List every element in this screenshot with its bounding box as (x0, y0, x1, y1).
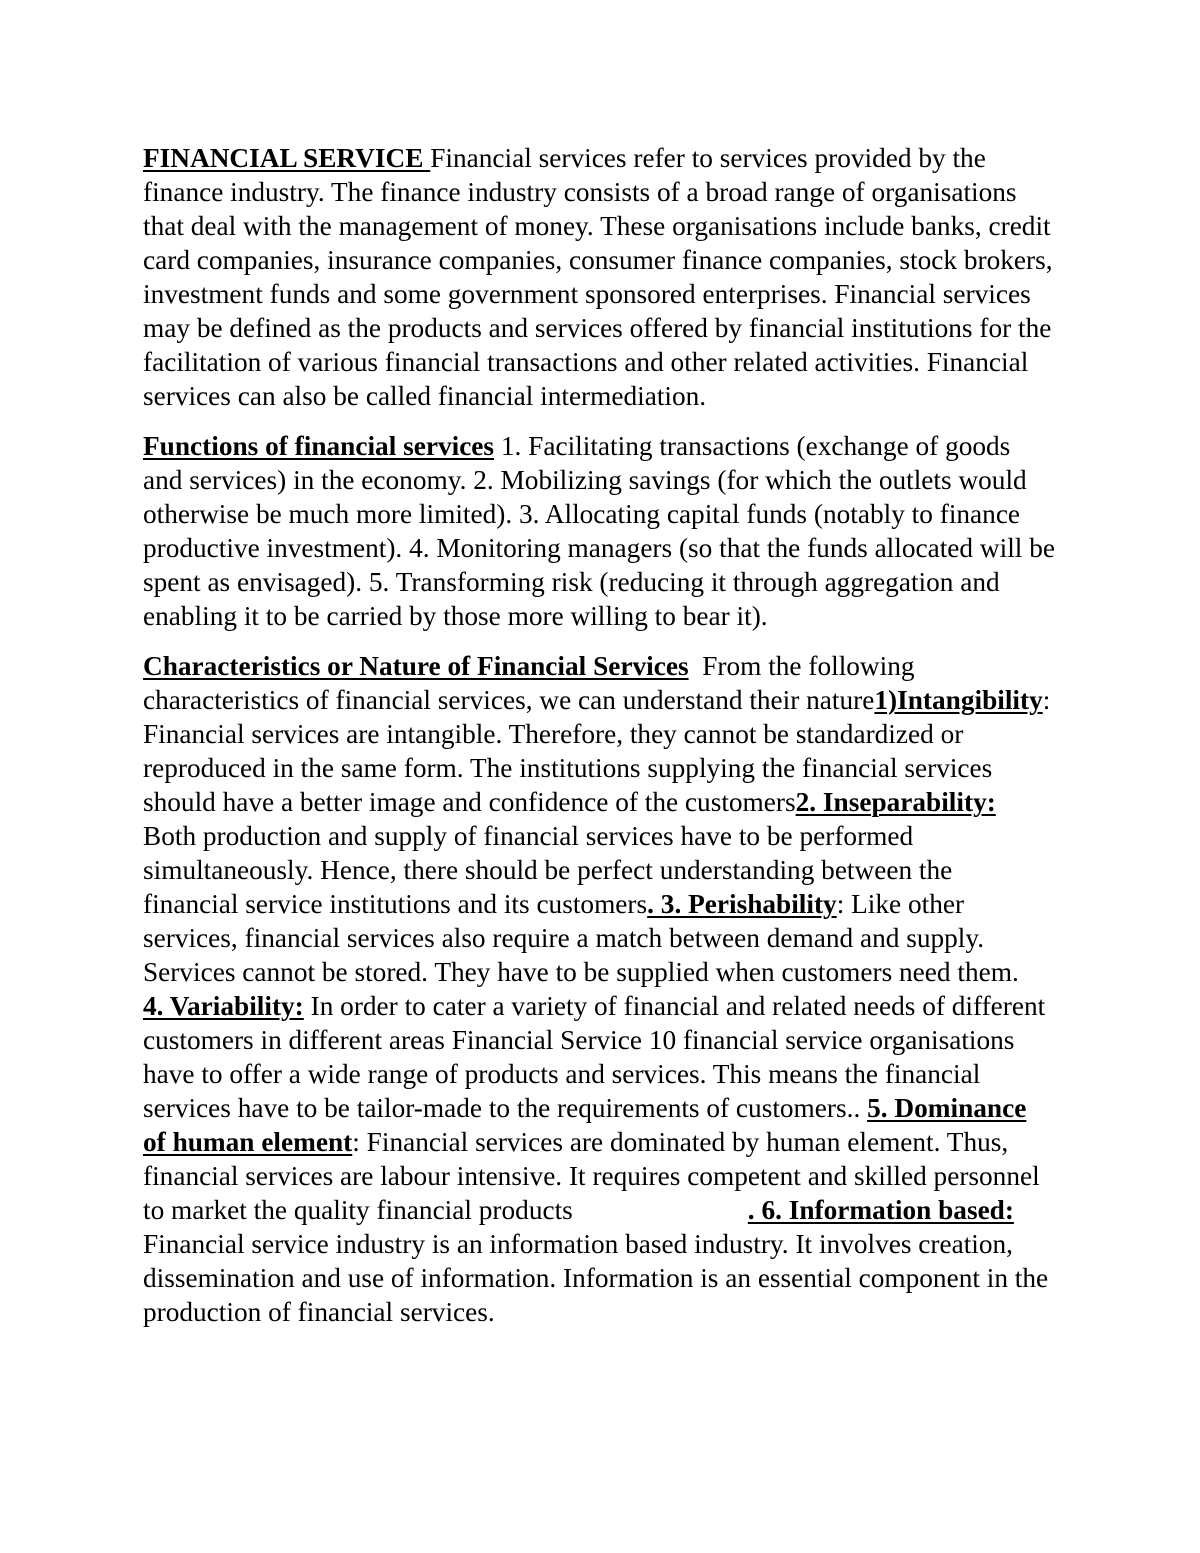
line-text: and services) in the economy. 2. Mobilizing savings (for which the outlets would (143, 465, 1027, 495)
line-text: Financial services are intangible. Therefore, they cannot be standardized or (143, 719, 964, 749)
line-text: have to offer a wide range of products and services. This means the financial (143, 1059, 981, 1089)
line-text: production of financial services. (143, 1297, 495, 1327)
text-line (143, 1159, 1143, 1193)
text-line (143, 921, 1143, 955)
characteristic-label: . 3. Perishability (647, 889, 837, 919)
text-line (143, 1193, 1143, 1227)
document-body (143, 141, 1143, 1329)
section-heading: Functions of financial services (143, 431, 495, 461)
text-line (143, 1091, 1143, 1125)
line-text: In order to cater a variety of financial and related needs of different (303, 991, 1046, 1021)
line-text: should have a better image and confidence of the customers (143, 787, 796, 817)
text-line (143, 379, 1143, 413)
section-heading: Characteristics or Nature of Financial Services (143, 651, 689, 681)
text-line (143, 141, 1143, 175)
text-line (143, 819, 1143, 853)
line-text: spent as envisaged). 5. Transforming risk (reducing it through aggregation and (143, 567, 1000, 597)
line-text: Services cannot be stored. They have to be supplied when customers need them. (143, 957, 1019, 987)
line-text: : Like other (836, 889, 965, 919)
paragraph-financial-service (143, 141, 1143, 413)
text-line (143, 683, 1143, 717)
text-line (143, 1261, 1143, 1295)
text-line (143, 785, 1143, 819)
characteristic-label: . 6. Information based: (747, 1195, 1014, 1225)
characteristic-label: 4. Variability: (143, 991, 304, 1021)
line-text: financial services are labour intensive. It requires competent and skilled personnel (143, 1161, 1040, 1191)
line-text: customers in different areas Financial Service 10 financial service organisations (143, 1025, 1015, 1055)
line-text: facilitation of various financial transactions and other related activities. Financial (143, 347, 1029, 377)
line-text: services, financial services also require a match between demand and supply. (143, 923, 985, 953)
line-text: dissemination and use of information. Information is an essential component in the (143, 1263, 1049, 1293)
line-text: finance industry. The finance industry consists of a broad range of organisations (143, 177, 1017, 207)
line-text: otherwise be much more limited). 3. Allocating capital funds (notably to finance (143, 499, 1021, 529)
line-text: card companies, insurance companies, consumer finance companies, stock brokers, (143, 245, 1053, 275)
text-line (143, 345, 1143, 379)
text-line (143, 531, 1143, 565)
characteristic-label: 2. Inseparability: (795, 787, 996, 817)
text-line (143, 277, 1143, 311)
line-text: Both production and supply of financial services have to be performed (143, 821, 914, 851)
text-line (143, 1227, 1143, 1261)
paragraph-functions (143, 429, 1143, 633)
text-line (143, 429, 1143, 463)
line-text: services have to be tailor-made to the requirements of customers.. (143, 1093, 868, 1123)
line-text: From the following (688, 651, 915, 681)
line-text: financial service institutions and its customers (143, 889, 648, 919)
line-text: investment funds and some government sponsored enterprises. Financial services (143, 279, 1031, 309)
text-line (143, 887, 1143, 921)
line-text: : Financial services are dominated by human element. Thus, (352, 1127, 1009, 1157)
line-text: that deal with the management of money. These organisations include banks, credit (143, 211, 1051, 241)
text-line (143, 599, 1143, 633)
line-text: characteristics of financial services, we can understand their nature (143, 685, 875, 715)
paragraph-characteristics (143, 649, 1143, 1329)
characteristic-label: 1)Intangibility (874, 685, 1043, 715)
line-text: enabling it to be carried by those more willing to bear it). (143, 601, 768, 631)
characteristic-label: 5. Dominance (867, 1093, 1027, 1123)
text-line (143, 463, 1143, 497)
line-text: productive investment). 4. Monitoring managers (so that the funds allocated will be (143, 533, 1055, 563)
line-text: reproduced in the same form. The institutions supplying the financial services (143, 753, 993, 783)
text-line (143, 497, 1143, 531)
text-line (143, 1295, 1143, 1329)
line-text: Financial service industry is an information based industry. It involves creation, (143, 1229, 1014, 1259)
line-text: 1. Facilitating transactions (exchange of goods (494, 431, 1011, 461)
line-text: services can also be called financial intermediation. (143, 381, 707, 411)
text-line (143, 243, 1143, 277)
line-text: Financial services refer to services provided by the (430, 143, 986, 173)
text-line (143, 1125, 1143, 1159)
text-line (143, 175, 1143, 209)
text-line (143, 853, 1143, 887)
line-text: : (1042, 685, 1051, 715)
text-line (143, 1023, 1143, 1057)
text-line (143, 311, 1143, 345)
text-line (143, 955, 1143, 989)
text-line (143, 751, 1143, 785)
line-text: simultaneously. Hence, there should be perfect understanding between the (143, 855, 953, 885)
text-line (143, 209, 1143, 243)
section-heading: FINANCIAL SERVICE (143, 143, 431, 173)
characteristic-label: of human element (143, 1127, 353, 1157)
text-line (143, 1057, 1143, 1091)
line-text: to market the quality financial products (143, 1195, 573, 1225)
line-text: may be defined as the products and services offered by financial institutions for the (143, 313, 1052, 343)
text-line (143, 989, 1143, 1023)
text-line (143, 565, 1143, 599)
text-line (143, 717, 1143, 751)
text-line (143, 649, 1143, 683)
